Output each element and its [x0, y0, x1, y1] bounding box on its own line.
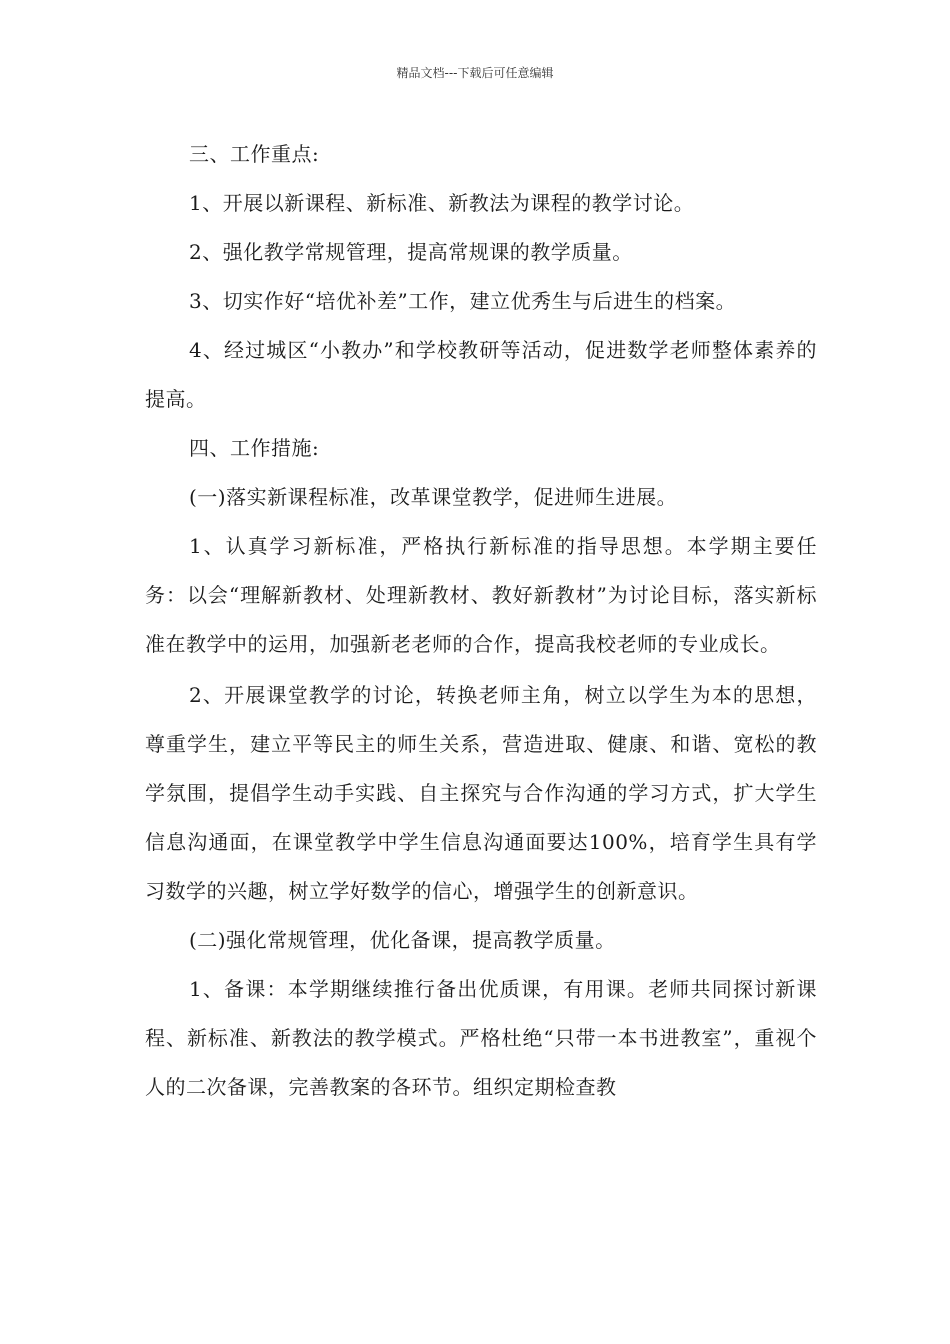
- paragraph: 2、开展课堂教学的讨论，转换老师主角，树立以学生为本的思想，尊重学生，建立平等民主的师生关系，营造进取、健康、和谐、宽松的教学氛围，提倡学生动手实践、自主探究与合作沟通的学习方式，扩大学生信息沟通面，在课堂教学中学生信息沟通面要达100%，培育学生具有学习数学的兴趣，树立学好数学的信心，增强学生的创新意识。: [145, 683, 817, 903]
- subsection-heading-1: (一)落实新课程标准，改革课堂教学，促进师生进展。: [189, 485, 678, 509]
- paragraph: 4、经过城区“小教办”和学校教研等活动，促进数学老师整体素养的提高。: [145, 338, 817, 411]
- paragraph: 2、强化教学常规管理，提高常规课的教学质量。: [189, 240, 633, 264]
- subsection-heading-2: (二)强化常规管理，优化备课，提高教学质量。: [189, 928, 616, 952]
- section-heading-work-measures: 四、工作措施:: [189, 436, 320, 460]
- document-body: [145, 130, 817, 1112]
- paragraph: 1、备课：本学期继续推行备出优质课，有用课。老师共同探讨新课程、新标准、新教法的教学模式。严格杜绝“只带一本书进教室”，重视个人的二次备课，完善教案的各环节。组织定期检查教: [145, 977, 817, 1099]
- page-header: 精品文档---下载后可任意编辑: [396, 66, 554, 80]
- paragraph: 1、认真学习新标准，严格执行新标准的指导思想。本学期主要任务：以会“理解新教材、处理新教材、教好新教材”为讨论目标，落实新标准在教学中的运用，加强新老老师的合作，提高我校老师的专业成长。: [145, 534, 817, 656]
- paragraph: 1、开展以新课程、新标准、新教法为课程的教学讨论。: [189, 191, 695, 215]
- paragraph: 3、切实作好“培优补差”工作，建立优秀生与后进生的档案。: [189, 289, 737, 313]
- section-heading-work-focus: 三、工作重点:: [189, 142, 320, 166]
